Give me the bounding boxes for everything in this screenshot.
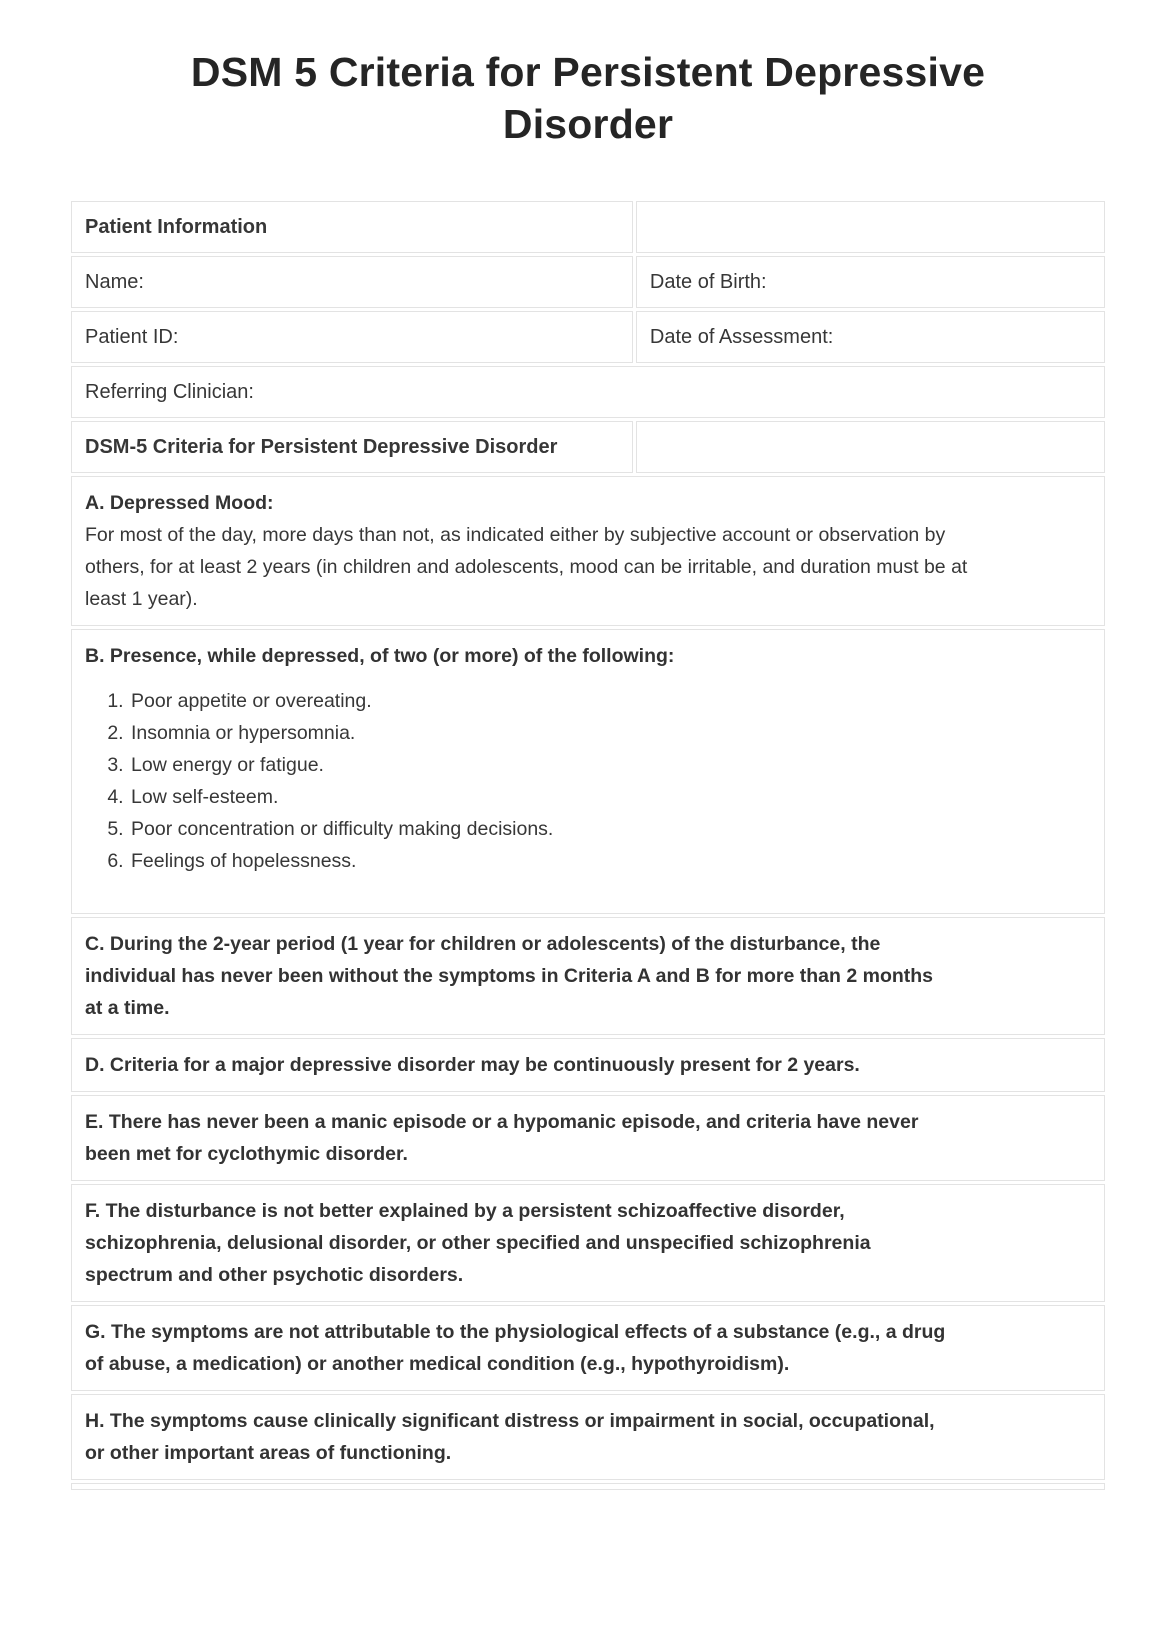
form-table	[68, 198, 1108, 1493]
page-title-line-2: Disorder	[502, 101, 674, 147]
section-g-text-line: of abuse, a medication) or another medical condition (e.g., hypothyroidism).	[85, 1353, 790, 1375]
criteria-header-spacer-cell	[636, 421, 1105, 473]
section-b-heading: B. Presence, while depressed, of two (or more) of the following:	[85, 645, 675, 667]
page-title	[0, 46, 1176, 150]
section-a-row	[71, 476, 1105, 626]
section-b-cell	[71, 629, 1105, 914]
symptom-item: 1. Poor appetite or overeating.	[129, 685, 1091, 717]
section-a-text-line: For most of the day, more days than not, as indicated either by subjective account or observation by	[85, 524, 946, 546]
dob-label: Date of Birth:	[649, 271, 767, 293]
name-dob-row	[71, 256, 1105, 308]
patient-info-header-spacer-cell	[636, 201, 1105, 253]
dob-field-cell	[636, 256, 1105, 308]
section-c-text-line: individual has never been without the symptoms in Criteria A and B for more than 2 months	[85, 965, 934, 987]
symptom-item: 4. Low self-esteem.	[129, 781, 1091, 813]
section-g-cell	[71, 1305, 1105, 1391]
section-a-text-line: least 1 year).	[85, 588, 198, 610]
id-assessment-row	[71, 311, 1105, 363]
referring-clinician-label: Referring Clinician:	[85, 381, 254, 403]
section-c-cell	[71, 917, 1105, 1035]
symptom-list	[85, 685, 1091, 877]
patient-id-label: Patient ID:	[85, 326, 179, 348]
section-a-heading: A. Depressed Mood:	[85, 492, 274, 514]
page-title-line-1: DSM 5 Criteria for Persistent Depressive	[190, 49, 986, 95]
symptom-item: 2. Insomnia or hypersomnia.	[129, 717, 1091, 749]
patient-info-header-row	[71, 201, 1105, 253]
assessment-date-label: Date of Assessment:	[649, 326, 834, 348]
section-g-text-line: G. The symptoms are not attributable to the physiological effects of a substance (e.g., a drug	[85, 1321, 946, 1343]
criteria-header-label: DSM-5 Criteria for Persistent Depressive Disorder	[85, 436, 558, 458]
criteria-header-row	[71, 421, 1105, 473]
patient-info-header-cell	[71, 201, 633, 253]
section-c-row	[71, 917, 1105, 1035]
referring-clinician-row	[71, 366, 1105, 418]
section-h-row	[71, 1394, 1105, 1480]
criteria-header-cell	[71, 421, 633, 473]
section-c-text-line: at a time.	[85, 997, 170, 1019]
section-d-text-line: D. Criteria for a major depressive disorder may be continuously present for 2 years.	[85, 1054, 860, 1076]
section-c-text-line: C. During the 2-year period (1 year for children or adolescents) of the disturbance, the	[85, 933, 881, 955]
name-field-cell	[71, 256, 633, 308]
patient-id-field-cell	[71, 311, 633, 363]
table-bottom-stub-cell	[71, 1483, 1105, 1490]
section-f-text-line: F. The disturbance is not better explained by a persistent schizoaffective disorder,	[85, 1200, 845, 1222]
section-f-row	[71, 1184, 1105, 1302]
section-b-row	[71, 629, 1105, 914]
symptom-item: 6. Feelings of hopelessness.	[129, 845, 1091, 877]
patient-info-header-label: Patient Information	[85, 216, 268, 238]
section-a-cell	[71, 476, 1105, 626]
assessment-date-field-cell	[636, 311, 1105, 363]
section-e-text-line: E. There has never been a manic episode or a hypomanic episode, and criteria have never	[85, 1111, 919, 1133]
section-e-text-line: been met for cyclothymic disorder.	[85, 1143, 408, 1165]
symptom-item: 3. Low energy or fatigue.	[129, 749, 1091, 781]
section-e-cell	[71, 1095, 1105, 1181]
section-g-row	[71, 1305, 1105, 1391]
referring-clinician-field-cell	[71, 366, 1105, 418]
section-h-cell	[71, 1394, 1105, 1480]
section-f-text-line: schizophrenia, delusional disorder, or other specified and unspecified schizophrenia	[85, 1232, 871, 1254]
section-d-row	[71, 1038, 1105, 1092]
section-f-cell	[71, 1184, 1105, 1302]
symptom-item: 5. Poor concentration or difficulty making decisions.	[129, 813, 1091, 845]
section-f-text-line: spectrum and other psychotic disorders.	[85, 1264, 464, 1286]
section-e-row	[71, 1095, 1105, 1181]
section-d-cell	[71, 1038, 1105, 1092]
table-bottom-stub-row	[71, 1483, 1105, 1490]
name-label: Name:	[85, 271, 144, 293]
section-a-text-line: others, for at least 2 years (in children and adolescents, mood can be irritable, and duration must be at	[85, 556, 968, 578]
section-h-text-line: or other important areas of functioning.	[85, 1442, 452, 1464]
section-h-text-line: H. The symptoms cause clinically significant distress or impairment in social, occupational,	[85, 1410, 935, 1432]
